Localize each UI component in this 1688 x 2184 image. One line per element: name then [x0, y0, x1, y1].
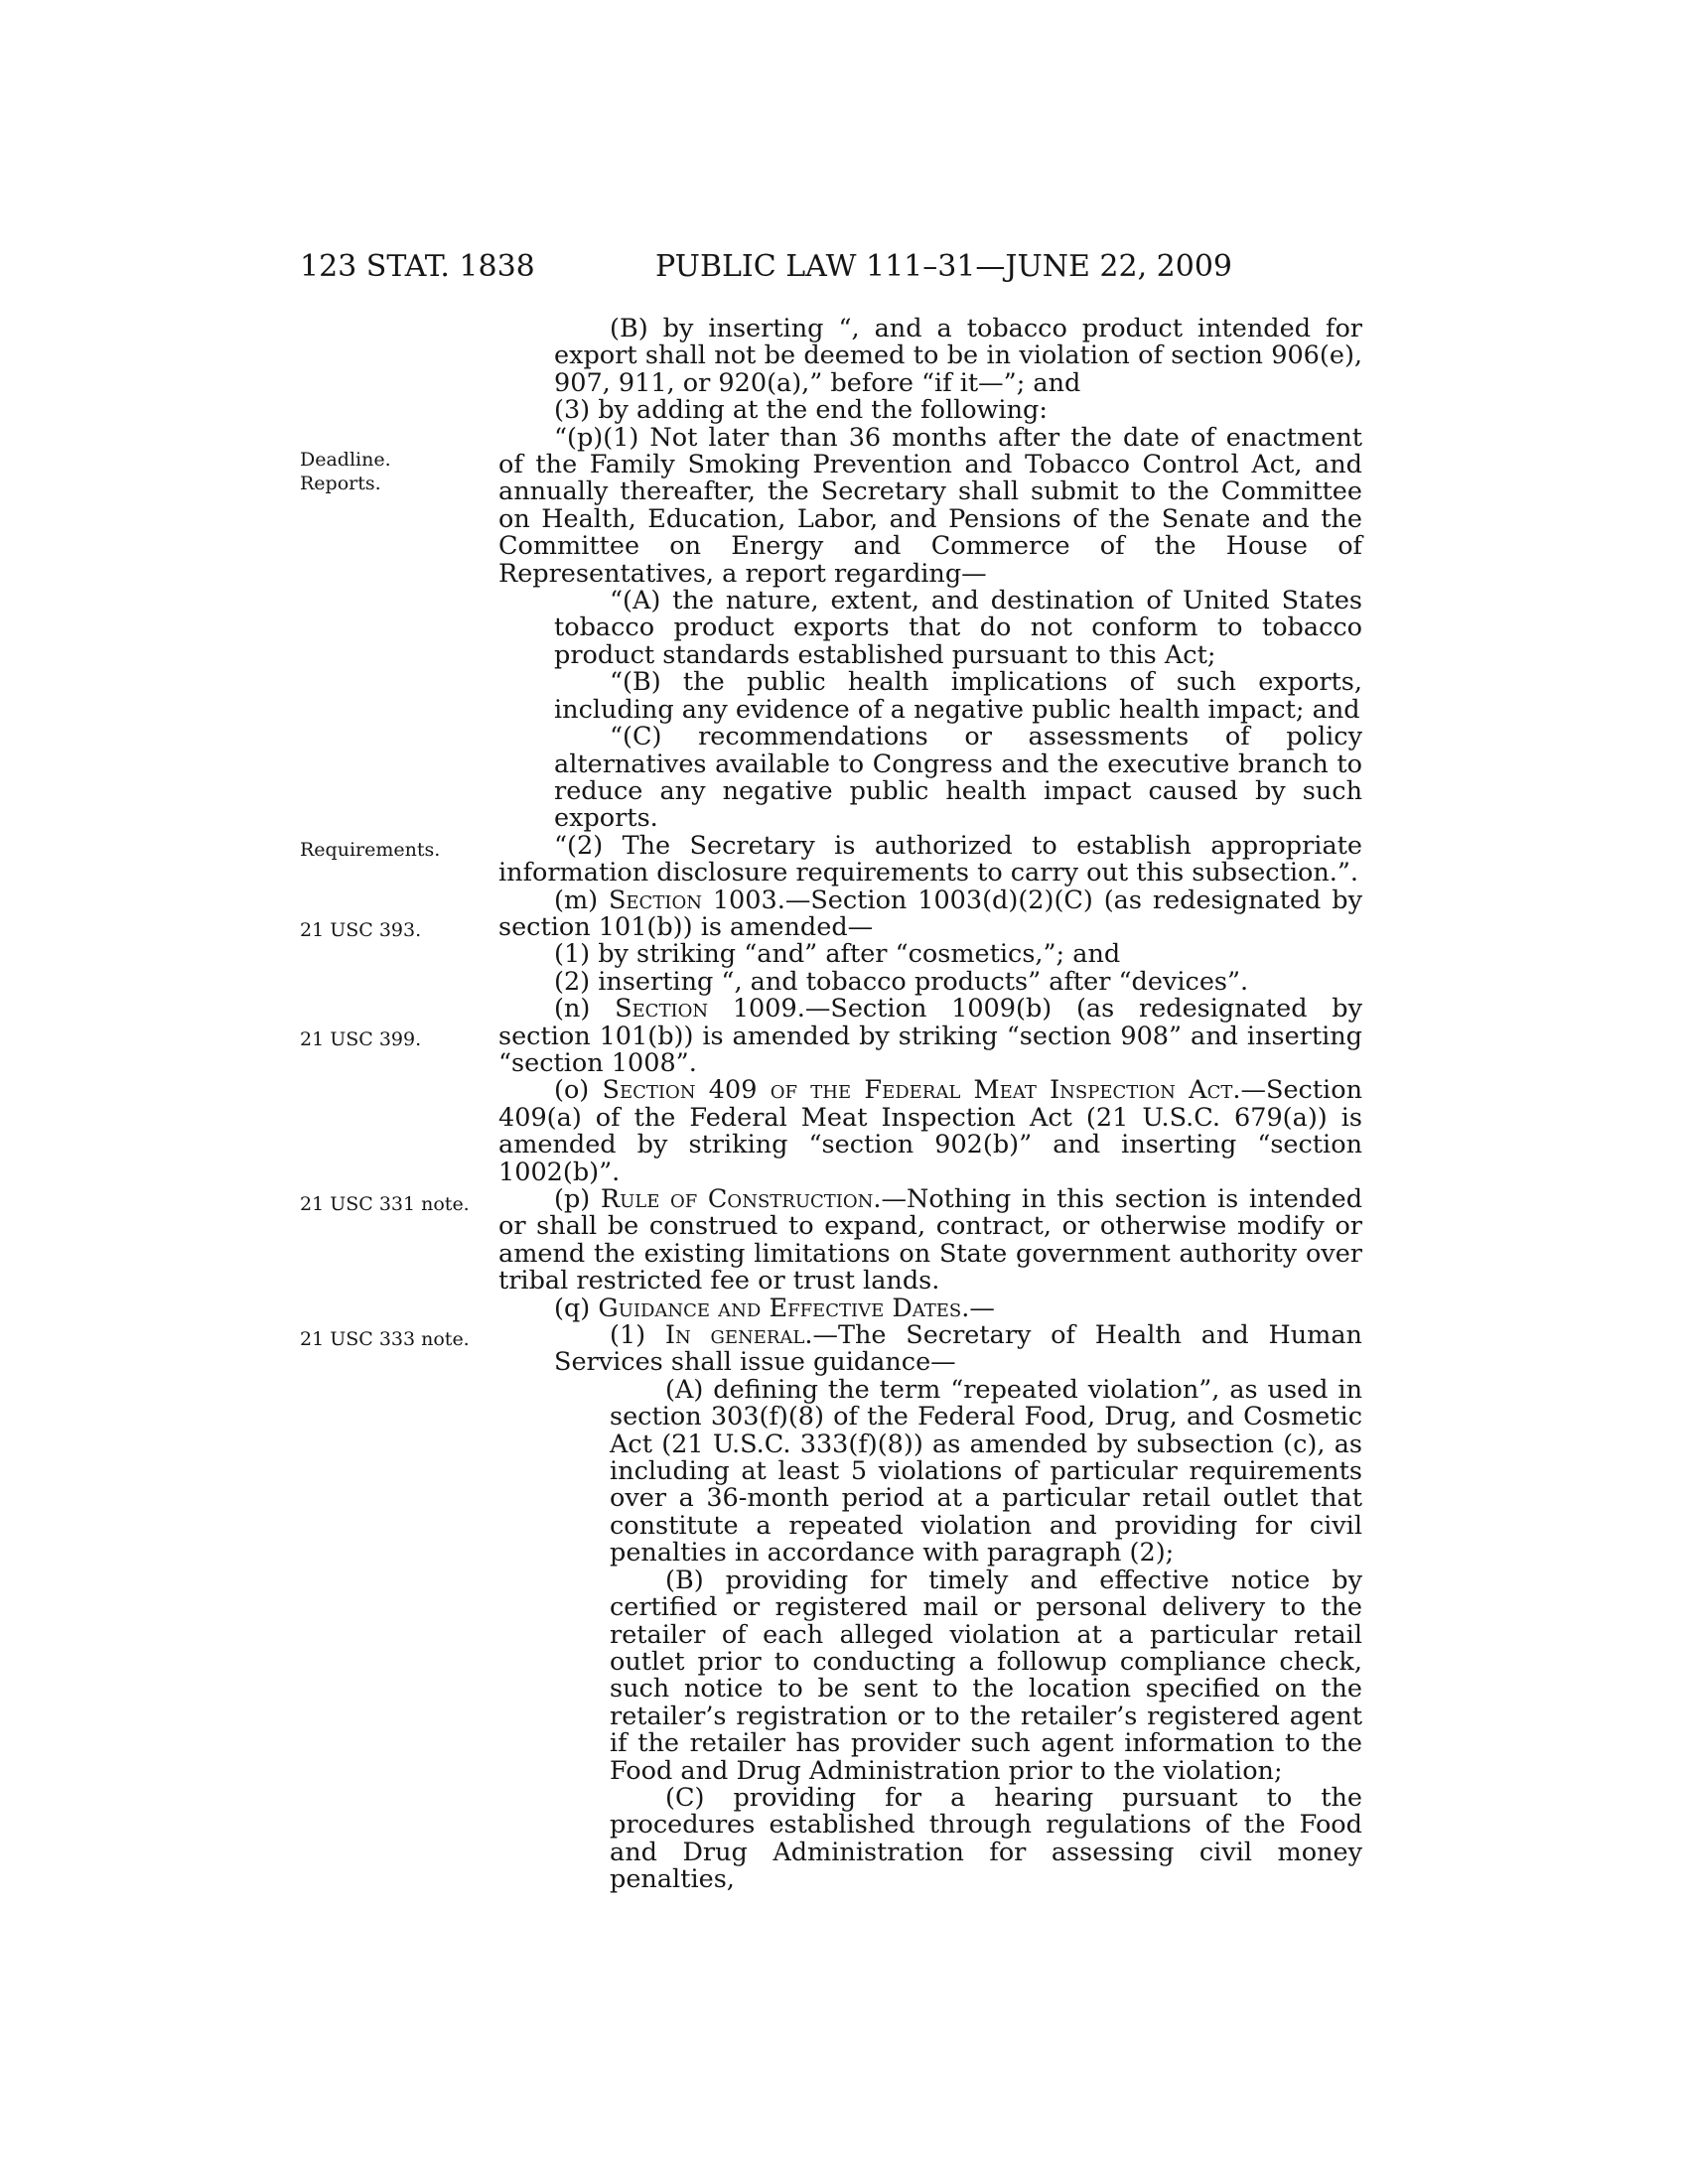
margin-note-deadline: Deadline. [300, 449, 391, 471]
subsection-m: (m) Section 1003.—Section 1003(d)(2)(C) (as redesignated by section 101(b)) is amended— [498, 885, 1362, 942]
paragraph-3-adding: (3) by adding at the end the following: [554, 395, 1048, 426]
subsection-m-heading: Section 1003. [608, 885, 785, 915]
page-title: PUBLIC LAW 111–31—JUNE 22, 2009 [655, 249, 1233, 284]
subsection-q: (q) Guidance and Effective Dates.— [554, 1293, 995, 1323]
subsection-p: (p) Rule of Construction.—Nothing in this section is intended or shall be construed to expand, contract, or otherwise modify or amend the existing limitations on State government authority over tribal restricted fee or trust lands. [498, 1184, 1363, 1297]
subsection-q-1-b: (B) providing for timely and effective notice by certified or registered mail or personal delivery to the retailer of each alleged violation at a particular retail outlet prior to conducting a followup compliance check, such notice to be sent to the location specified on the retailer’s registration or to the retailer’s registered agent if the retailer has provider such agent information to the Food and Drug Administration prior to the violation; [610, 1565, 1362, 1786]
paragraph-p2: “(2) The Secretary is authorized to establish appropriate information disclosure requirements to carry out this subsection.”. [498, 830, 1362, 888]
subsection-q-1: (1) In general.—The Secretary of Health and Human Services shall issue guidance— [554, 1320, 1362, 1378]
subsection-m-2: (2) inserting “, and tobacco products” after “devices”. [554, 966, 1249, 997]
subsection-p-heading: Rule of Construction. [600, 1184, 882, 1214]
subsection-o: (o) Section 409 of the Federal Meat Inspection Act.—Section 409(a) of the Federal Meat Inspection Act (21 U.S.C. 679(a)) is amended by striking “section 902(b)” and inserting “section 1002(b)”. [498, 1075, 1362, 1187]
paragraph-p1-b: “(B) the public health implications of such exports, including any evidence of a negative public health impact; and [554, 667, 1362, 725]
subsection-n: (n) Section 1009.—Section 1009(b) (as redesignated by section 101(b)) is amended by striking “section 908” and inserting “section 1008”. [498, 994, 1362, 1078]
paragraph-p1-c: “(C) recommendations or assessments of policy alternatives available to Congress and the executive branch to reduce any negative public health impact caused by such exports. [554, 722, 1362, 834]
margin-note-21-usc-393: 21 USC 393. [300, 919, 422, 941]
subsection-q-1-c: (C) providing for a hearing pursuant to the procedures established through regulations of the Food and Drug Administration for assessing civil money penalties, [610, 1782, 1362, 1895]
subsection-n-heading: Section 1009. [615, 994, 805, 1024]
statute-body [498, 316, 1362, 1894]
paragraph-p1-a: “(A) the nature, extent, and destination of United States tobacco product exports that do not conform to tobacco product standards established pursuant to this Act; [554, 586, 1362, 670]
margin-note-21-usc-333-note: 21 USC 333 note. [300, 1328, 470, 1350]
subsection-q-1-heading: In general. [664, 1320, 813, 1351]
subsection-q-heading: Guidance and Effective Dates. [598, 1293, 970, 1323]
subsection-o-heading: Section 409 of the Federal Meat Inspection Act. [602, 1075, 1241, 1106]
margin-note-21-usc-331-note: 21 USC 331 note. [300, 1193, 470, 1215]
subsection-q-1-a: (A) defining the term “repeated violation”, as used in section 303(f)(8) of the Federal Food, Drug, and Cosmetic Act (21 U.S.C. 333(f)(8)) as amended by subsection (c), as including at least 5 violations of particular requirements over a 36-month period at a particular retail outlet that constitute a repeated violation and providing for civil penalties in accordance with paragraph (2); [610, 1374, 1362, 1569]
margin-note-requirements: Requirements. [300, 839, 441, 861]
stat-citation: 123 STAT. 1838 [300, 249, 535, 284]
margin-note-reports: Reports. [300, 473, 381, 494]
subsection-m-1: (1) by striking “and” after “cosmetics,”; and [554, 939, 1121, 970]
paragraph-p1: “(p)(1) Not later than 36 months after the date of enactment of the Family Smoking Prevention and Tobacco Control Act, and annually thereafter, the Secretary shall submit to the Committee on Health, Education, Labor, and Pensions of the Senate and the Committee on Energy and Commerce of the House of Representatives, a report regarding— [498, 422, 1362, 589]
paragraph-b-inserting: (B) by inserting “, and a tobacco product intended for export shall not be deemed to be in violation of section 906(e), 907, 911, or 920(a),” before “if it—”; and [554, 314, 1362, 398]
margin-note-21-usc-399: 21 USC 399. [300, 1028, 422, 1050]
